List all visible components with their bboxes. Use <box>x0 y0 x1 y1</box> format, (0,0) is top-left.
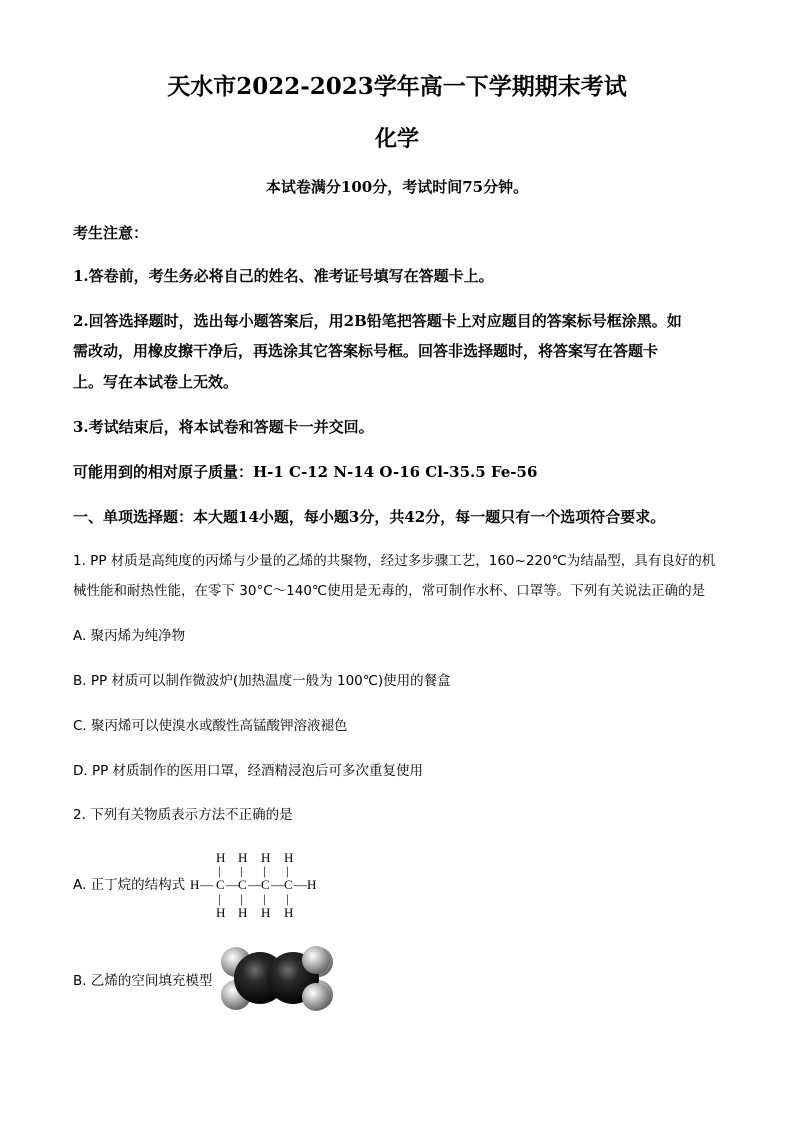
section1-heading: 一、单项选择题：本大题14小题，每小题3分，共42分，每一题只有一个选项符合要求。 <box>73 508 666 526</box>
atom-h: H <box>190 877 200 892</box>
q1-stem-line1: 1. PP 材质是高纯度的丙烯与少量的乙烯的共聚物，经过多步骤工艺，160~220℃为结晶型，具有良好的机 <box>73 553 716 569</box>
notice-item-2-line2: 需改动，用橡皮擦干净后，再选涂其它答案标号框。回答非选择题时，将答案写在答题卡 <box>73 342 659 360</box>
atom-c: C <box>261 877 270 892</box>
atom-h: H <box>261 905 271 920</box>
bond-vertical: | <box>286 863 289 878</box>
bond-vertical: | <box>240 891 243 906</box>
atom-h: H <box>238 850 248 865</box>
hydrogen-atom <box>302 983 330 1011</box>
subject-title: 化学 <box>374 126 419 152</box>
bond-horizontal: — <box>200 877 213 892</box>
q1-stem-line2: 械性能和耐热性能，在零下 30°C～140℃使用是无毒的，常可制作水杯、口罩等。下列有关说法正确的是 <box>73 583 706 599</box>
q2-option-b-label: B. 乙烯的空间填充模型 <box>73 973 213 989</box>
hydrogen-atom <box>302 946 330 974</box>
notice-item-2-line3: 上。写在本试卷上无效。 <box>73 373 239 391</box>
atom-h: H <box>238 905 248 920</box>
notice-item-3: 3.考试结束后，将本试卷和答题卡一并交回。 <box>73 418 374 436</box>
exam-info: 本试卷满分100分，考试时间75分钟。 <box>265 178 529 196</box>
bond-horizontal: — <box>226 877 239 892</box>
bond-horizontal: — <box>248 877 261 892</box>
atom-h: H <box>284 850 294 865</box>
bond-vertical: | <box>263 863 266 878</box>
notice-heading: 考生注意： <box>73 224 149 242</box>
ethylene-space-filling-model <box>216 942 338 1014</box>
bond-horizontal: — <box>294 877 307 892</box>
bond-vertical: | <box>218 863 221 878</box>
butane-structural-formula <box>190 850 330 920</box>
q1-option-b: B. PP 材质可以制作微波炉(加热温度一般为 100℃)使用的餐盒 <box>73 673 451 689</box>
atom-h: H <box>261 850 271 865</box>
notice-item-2-line1: 2.回答选择题时，选出每小题答案后，用2B铅笔把答题卡上对应题目的答案标号框涂黑。如 <box>73 312 682 330</box>
atom-c: C <box>238 877 247 892</box>
q2-stem: 2. 下列有关物质表示方法不正确的是 <box>73 807 293 823</box>
atom-h: H <box>307 877 317 892</box>
bond-horizontal: — <box>271 877 284 892</box>
q1-option-c: C. 聚丙烯可以使溴水或酸性高锰酸钾溶液褪色 <box>73 718 348 734</box>
bond-vertical: | <box>240 863 243 878</box>
bond-vertical: | <box>286 891 289 906</box>
notice-item-1: 1.答卷前，考生务必将自己的姓名、准考证号填写在答题卡上。 <box>73 267 494 285</box>
bond-vertical: | <box>218 891 221 906</box>
q1-option-d: D. PP 材质制作的医用口罩，经酒精浸泡后可多次重复使用 <box>73 763 424 779</box>
bond-vertical: | <box>263 891 266 906</box>
exam-title: 天水市2022-2023学年高一下学期期末考试 <box>167 73 627 100</box>
atom-c: C <box>284 877 293 892</box>
atomic-masses: 可能用到的相对原子质量：H-1 C-12 N-14 O-16 Cl-35.5 Fe-56 <box>73 463 538 481</box>
q2-option-a-label: A. 正丁烷的结构式 <box>73 877 186 893</box>
atom-h: H <box>216 850 226 865</box>
q1-option-a: A. 聚丙烯为纯净物 <box>73 628 186 644</box>
atom-h: H <box>216 905 226 920</box>
atom-h: H <box>284 905 294 920</box>
atom-c: C <box>216 877 225 892</box>
